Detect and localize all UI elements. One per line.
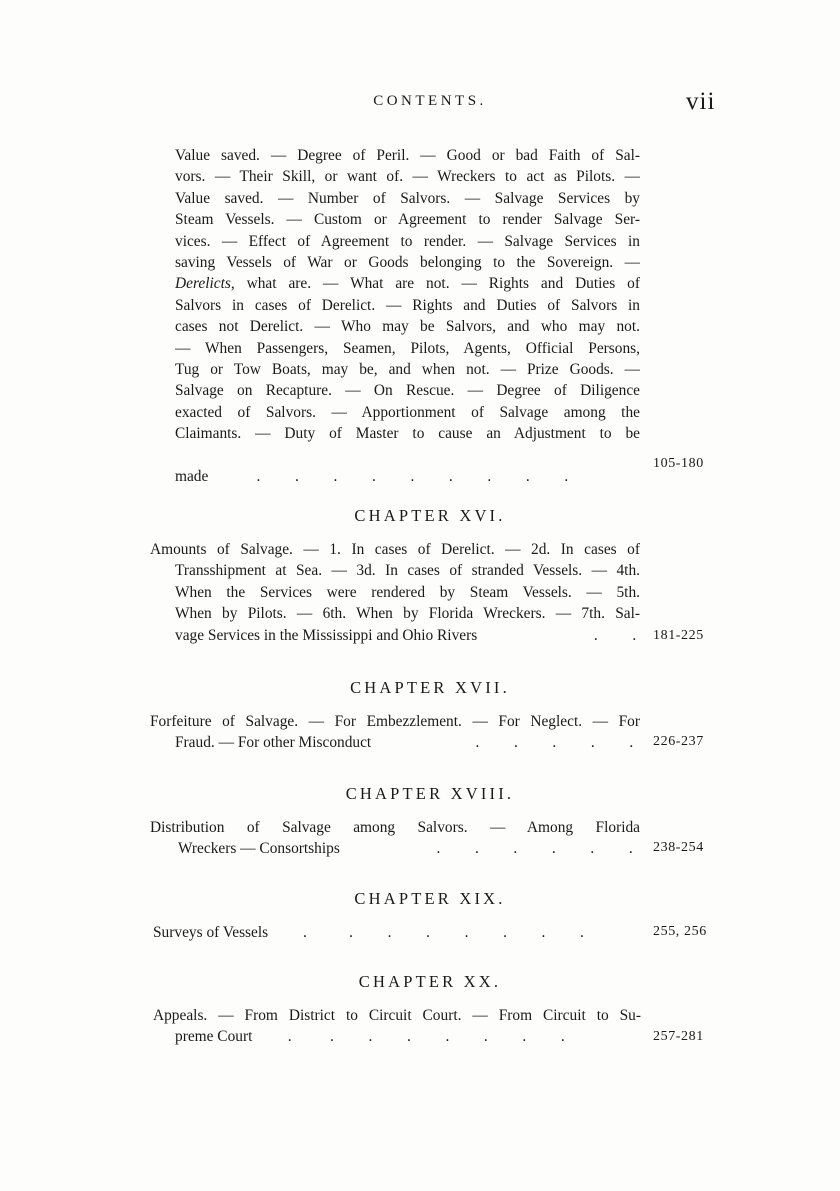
entry-line: Forfeiture of Salvage. — For Embezzlement. — For Neglect. — For: [150, 713, 640, 730]
entry-line: Value saved. — Degree of Peril. — Good or bad Faith of Sal-: [175, 147, 640, 164]
entry-line: Salvors in cases of Derelict. — Rights and Duties of Salvors in: [175, 296, 640, 314]
italic-term: Derelicts: [175, 275, 231, 293]
entry-line: Claimants. — Duty of Master to cause an Adjustment to be: [175, 425, 640, 443]
entry-line-text: preme Court: [175, 1028, 253, 1046]
toc-entry: [150, 711, 640, 754]
chapter-heading: CHAPTER XVII.: [350, 678, 510, 697]
entry-line: Value saved. — Number of Salvors. — Salvage Services by: [175, 189, 640, 207]
entry-line: vices. — Effect of Agreement to render. — Salvage Services in: [175, 232, 640, 250]
entry-line: Tug or Tow Boats, may be, and when not. — Prize Goods. —: [175, 360, 640, 378]
toc-entry: [153, 922, 643, 943]
entry-line: cases not Derelict. — Who may be Salvors, and who may not.: [175, 318, 640, 336]
entry-line-last: [175, 732, 640, 753]
chapter-heading: CHAPTER XVIII.: [345, 784, 515, 803]
page-range: 257-281: [653, 1029, 704, 1044]
entry-line-text: made: [175, 467, 209, 485]
chapter-heading: CHAPTER XVI.: [354, 506, 506, 525]
entry-line: [175, 273, 640, 294]
entry-line: Amounts of Salvage. — 1. In cases of Derelict. — 2d. In cases of: [150, 541, 640, 558]
entry-line-text: Surveys of Vessels: [153, 924, 269, 941]
dot-leader: . . . . . .: [398, 840, 633, 858]
entry-line-text: , what are. — What are not. — Rights and Duties of: [230, 275, 640, 293]
entry-line-last: [175, 625, 640, 646]
chapter-heading: CHAPTER XIX.: [354, 889, 506, 908]
entry-line: When by Pilots. — 6th. When by Florida Wreckers. — 7th. Sal-: [175, 605, 640, 623]
entry-line: saving Vessels of War or Goods belonging to the Sovereign. —: [175, 253, 640, 271]
dot-leader: . . . . . . . . .: [245, 467, 569, 485]
toc-entry: [150, 539, 640, 646]
entry-line: When the Services were rendered by Steam Vessels. — 5th.: [175, 583, 640, 601]
entry-line-last: [175, 1026, 641, 1047]
toc-entry: [150, 817, 640, 860]
dot-leader: . . . . . . . .: [280, 1028, 565, 1046]
entry-line: exacted of Salvors. — Apportionment of Salvage among the: [175, 403, 640, 421]
page-range: 226-237: [653, 734, 704, 749]
entry-line-last: [175, 466, 640, 487]
toc-entry-continuation: [175, 145, 640, 487]
page-number: vii: [686, 88, 716, 115]
entry-line: [175, 444, 640, 465]
dot-leader: . . . . .: [437, 734, 634, 752]
entry-line: — When Passengers, Seamen, Pilots, Agents, Official Persons,: [175, 339, 640, 357]
entry-line: Distribution of Salvage among Salvors. — Among Florida: [150, 819, 640, 836]
entry-line: Salvage on Recapture. — On Rescue. — Degree of Diligence: [175, 382, 640, 400]
dot-leader: . .: [567, 626, 637, 644]
entry-line-last: [153, 922, 643, 943]
entry-line: Appeals. — From District to Circuit Court. — From Circuit to Su-: [153, 1007, 641, 1024]
entry-line-text: vage Services in the Mississippi and Ohio Rivers: [175, 626, 478, 644]
page-range: 181-225: [653, 628, 704, 643]
chapter-heading: CHAPTER XX.: [358, 972, 502, 991]
entry-line: Steam Vessels. — Custom or Agreement to render Salvage Ser-: [175, 211, 640, 229]
running-head: [0, 90, 840, 120]
page-range: 255, 256: [653, 924, 707, 939]
page-range: 238-254: [653, 840, 704, 855]
entry-line: vors. — Their Skill, or want of. — Wreckers to act as Pilots. —: [175, 168, 640, 186]
entry-line-text: Wreckers — Consortships: [178, 840, 340, 858]
entry-line: Transshipment at Sea. — 3d. In cases of stranded Vessels. — 4th.: [175, 562, 640, 580]
entry-line-last: [178, 838, 640, 859]
running-title: CONTENTS.: [373, 93, 487, 109]
entry-line-text: Fraud. — For other Misconduct: [175, 734, 372, 752]
dot-leader: . . . . . . . .: [303, 924, 584, 941]
toc-entry: [153, 1005, 641, 1048]
page-range: 105-180: [653, 456, 704, 471]
